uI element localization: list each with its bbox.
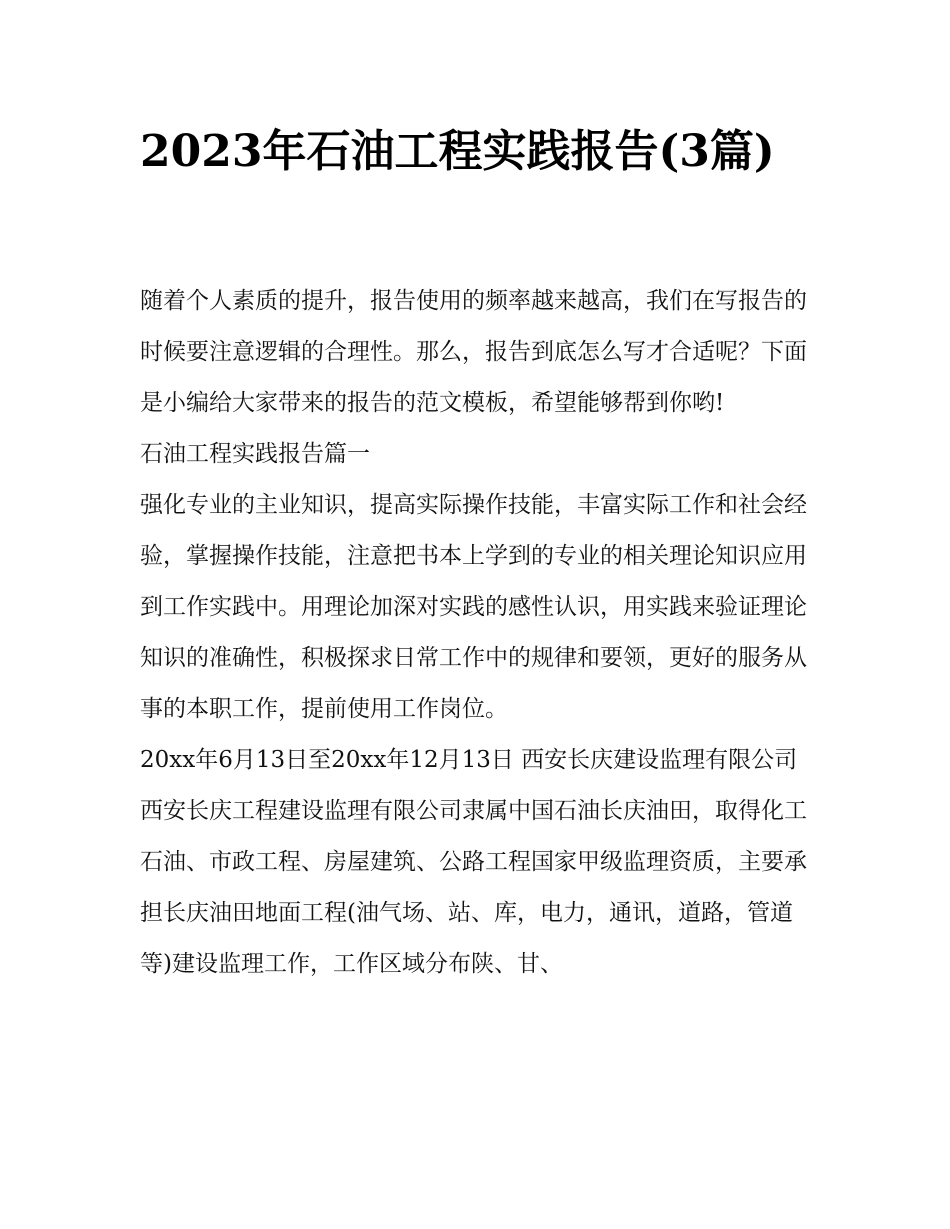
company-paragraph: 西安长庆工程建设监理有限公司隶属中国石油长庆油田，取得化工石油、市政工程、房屋建筑、公路工程国家甲级监理资质，主要承担长庆油田地面工程(油气场、站、库，电力，通讯，道路，管道等)建设监理工作，工作区域分布陕、甘、 [140, 798, 807, 977]
intro-paragraph: 随着个人素质的提升，报告使用的频率越来越高，我们在写报告的时候要注意逻辑的合理性。那么，报告到底怎么写才合适呢？下面是小编给大家带来的报告的范文模板，希望能够帮到你哟! [140, 288, 807, 416]
purpose-paragraph: 强化专业的主业知识，提高实际操作技能，丰富实际工作和社会经验，掌握操作技能，注意把书本上学到的专业的相关理论知识应用到工作实践中。用理论加深对实践的感性认识，用实践来验证理论知识的准确性，积极探求日常工作中的规律和要领，更好的服务从事的本职工作，提前使用工作岗位。 [140, 492, 807, 722]
document-title: 2023年石油工程实践报告(3篇) [140, 126, 775, 177]
date-location-paragraph: 20xx年6月13日至20xx年12月13日 西安长庆建设监理有限公司 [140, 747, 798, 773]
section-heading: 石油工程实践报告篇一 [140, 441, 370, 467]
document-body [140, 276, 820, 990]
